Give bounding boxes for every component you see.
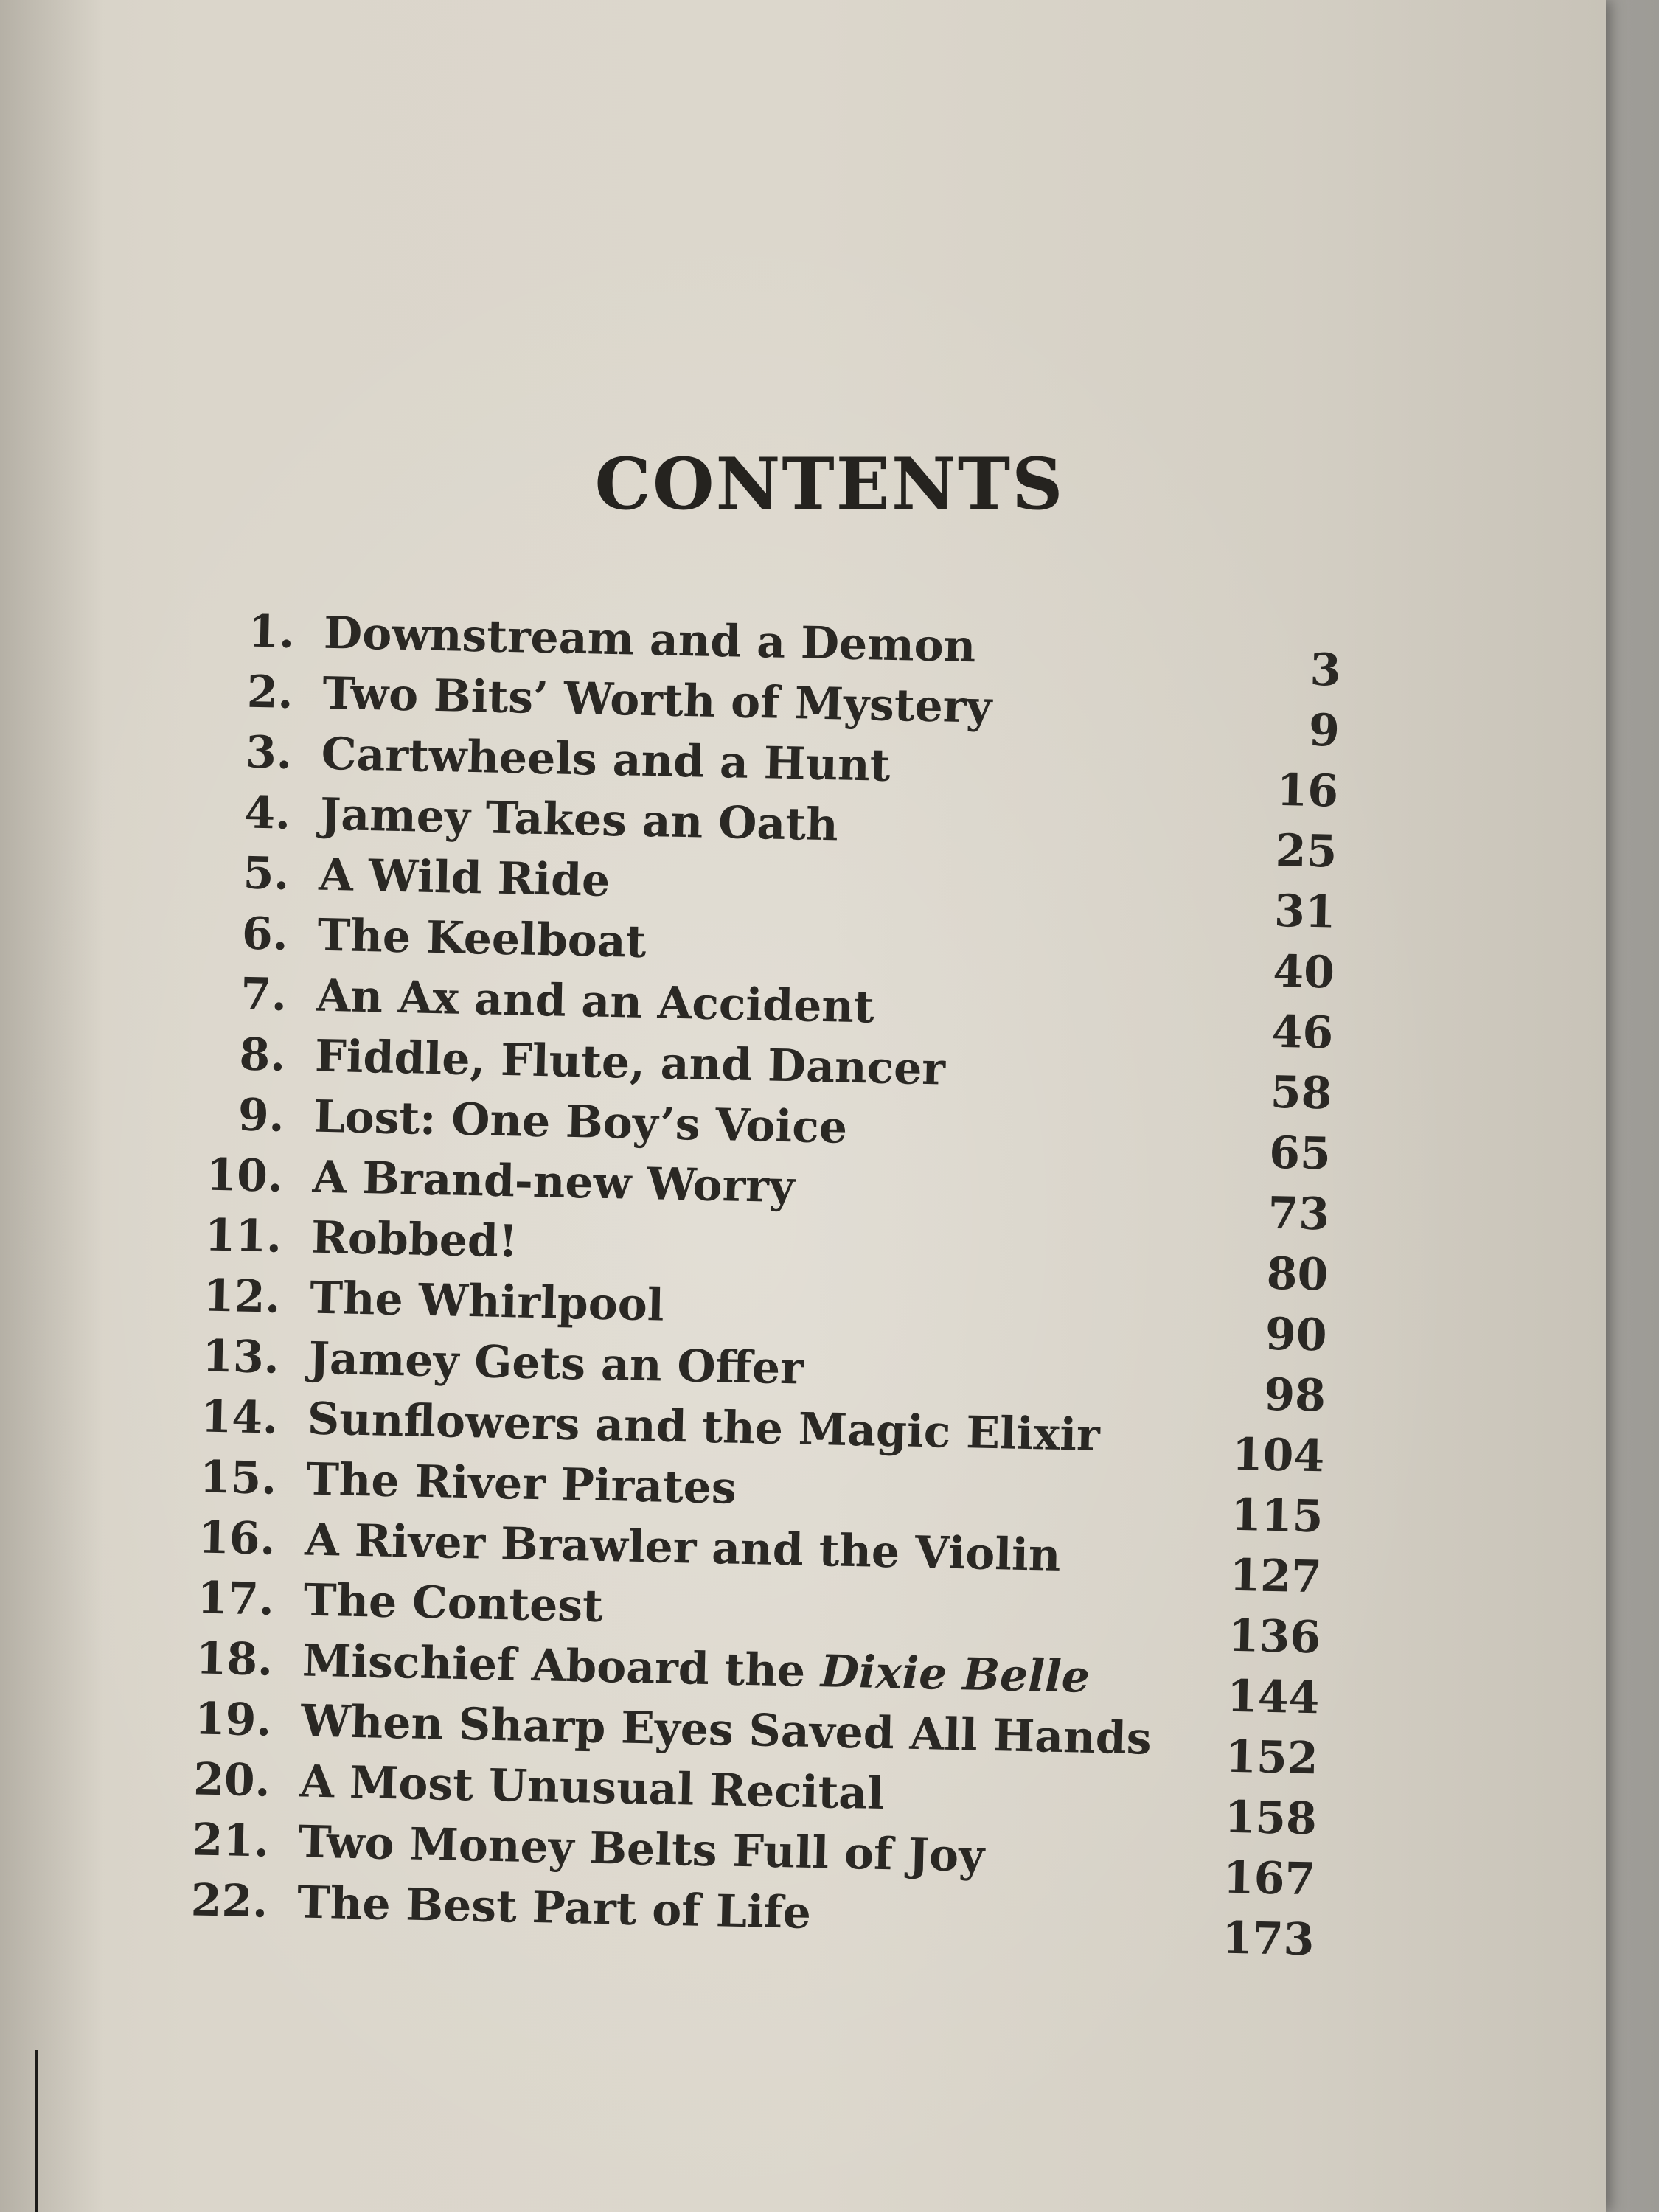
chapter-number: 3. <box>245 726 293 779</box>
chapter-title: A Brand-new Worry <box>312 1151 796 1214</box>
chapter-title: Downstream and a Demon <box>323 607 977 673</box>
contents-heading: CONTENTS <box>594 442 1065 526</box>
chapter-number: 17. <box>196 1572 275 1626</box>
chapter-title: The River Pirates <box>305 1453 737 1514</box>
chapter-page-number: 3 <box>1309 644 1342 697</box>
chapter-page-number: 167 <box>1222 1851 1316 1906</box>
chapter-page-number: 90 <box>1265 1308 1328 1362</box>
chapter-title: Lost: One Boy’s Voice <box>313 1091 848 1154</box>
chapter-page-number: 98 <box>1263 1368 1326 1422</box>
chapter-number: 11. <box>204 1209 282 1263</box>
chapter-number: 15. <box>199 1451 277 1505</box>
chapter-title: Two Bits’ Worth of Mystery <box>321 667 992 734</box>
chapter-title: Cartwheels and a Hunt <box>321 728 891 792</box>
chapter-title: The Keelboat <box>316 909 647 969</box>
chapter-page-number: 115 <box>1230 1489 1324 1543</box>
chapter-page-number: 73 <box>1267 1187 1330 1241</box>
italic-ship-name: Dixie Belle <box>820 1646 1091 1703</box>
chapter-number: 21. <box>191 1814 270 1868</box>
page-gutter-shadow <box>0 0 103 2212</box>
chapter-title: When Sharp Eyes Saved All Hands <box>300 1695 1152 1765</box>
chapter-page-number: 16 <box>1276 764 1339 818</box>
chapter-title: A River Brawler and the Violin <box>304 1514 1062 1582</box>
chapter-number: 10. <box>205 1149 284 1203</box>
chapter-number: 18. <box>195 1632 274 1686</box>
chapter-number: 1. <box>247 605 295 658</box>
chapter-page-number: 127 <box>1228 1549 1323 1604</box>
chapter-page-number: 25 <box>1275 824 1338 878</box>
chapter-number: 4. <box>243 787 291 840</box>
chapter-title: Jamey Takes an Oath <box>319 788 839 852</box>
chapter-number: 22. <box>190 1874 268 1928</box>
chapter-number: 7. <box>240 968 288 1021</box>
chapter-page-number: 65 <box>1268 1127 1332 1180</box>
chapter-number: 2. <box>246 666 294 719</box>
chapter-number: 8. <box>238 1029 286 1082</box>
table-of-contents <box>164 605 1342 1966</box>
chapter-page-number: 46 <box>1270 1006 1334 1060</box>
chapter-number: 9. <box>237 1089 285 1142</box>
page-edge-line <box>35 2050 38 2212</box>
chapter-page-number: 9 <box>1308 704 1340 757</box>
chapter-number: 13. <box>201 1330 280 1384</box>
chapter-title: An Ax and an Accident <box>316 970 875 1034</box>
chapter-title: Jamey Gets an Offer <box>307 1332 804 1395</box>
chapter-page-number: 31 <box>1273 885 1337 939</box>
chapter-page-number: 173 <box>1221 1912 1315 1966</box>
chapter-title: A Wild Ride <box>318 849 611 907</box>
chapter-title: Mischief Aboard the Dixie Belle <box>302 1635 1091 1703</box>
chapter-title: Fiddle, Flute, and Dancer <box>314 1030 946 1096</box>
chapter-number: 14. <box>200 1391 279 1444</box>
chapter-page-number: 80 <box>1266 1248 1329 1301</box>
chapter-page-number: 152 <box>1225 1731 1319 1785</box>
chapter-number: 6. <box>241 908 289 961</box>
chapter-number: 5. <box>243 847 291 900</box>
chapter-page-number: 104 <box>1231 1428 1325 1483</box>
chapter-number: 16. <box>198 1512 276 1565</box>
chapter-title: The Whirlpool <box>309 1272 665 1332</box>
chapter-title: Two Money Belts Full of Joy <box>298 1816 985 1882</box>
chapter-page-number: 136 <box>1228 1610 1321 1664</box>
chapter-page-number: 158 <box>1223 1791 1318 1846</box>
chapter-page-number: 58 <box>1270 1066 1333 1120</box>
chapter-number: 19. <box>194 1693 273 1747</box>
chapter-number: 12. <box>203 1270 282 1324</box>
chapter-number: 20. <box>192 1753 271 1807</box>
chapter-title: Sunflowers and the Magic Elixir <box>307 1393 1101 1462</box>
chapter-title: A Most Unusual Recital <box>299 1756 885 1820</box>
chapter-title: The Contest <box>303 1574 604 1632</box>
chapter-page-number: 40 <box>1272 945 1335 999</box>
chapter-title: Robbed! <box>310 1211 518 1268</box>
chapter-page-number: 144 <box>1226 1670 1321 1725</box>
chapter-title: The Best Part of Life <box>296 1877 812 1939</box>
